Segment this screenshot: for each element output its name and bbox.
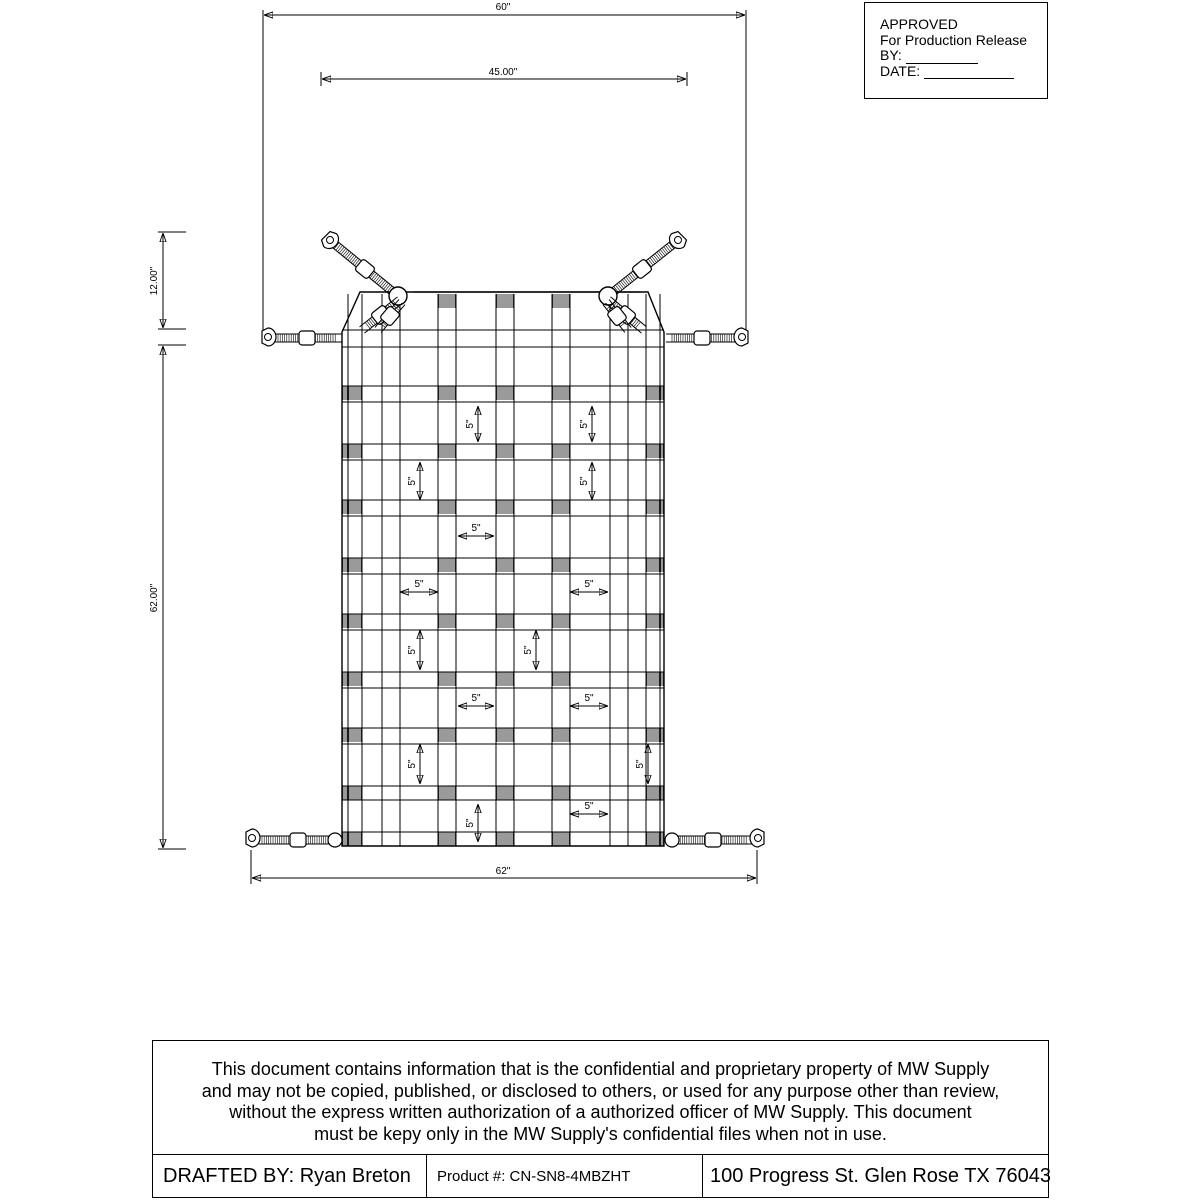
spacing-callout-label: 5" xyxy=(407,476,418,486)
ratchet-strap xyxy=(272,331,342,345)
stitch-block xyxy=(343,672,361,686)
stitch-block xyxy=(439,386,455,400)
buckle xyxy=(694,331,710,345)
approval-title: APPROVED xyxy=(880,16,958,32)
stitch-block xyxy=(647,728,663,742)
stitch-block xyxy=(343,444,361,458)
stitch-block xyxy=(497,672,513,686)
dim-label-bottom-width: 62" xyxy=(495,866,511,877)
stitch-block xyxy=(439,294,455,308)
stitch-block xyxy=(647,500,663,514)
buckle xyxy=(705,833,721,847)
dim-label-inner-top-width: 45.00" xyxy=(488,67,518,78)
stitch-block xyxy=(439,614,455,628)
dim-label-net-height: 62.00" xyxy=(149,583,160,613)
stitch-block xyxy=(553,832,569,846)
stitch-block xyxy=(439,558,455,572)
stitch-block xyxy=(343,786,361,800)
ratchet-strap xyxy=(256,833,340,847)
spacing-callout-label: 5" xyxy=(465,419,476,429)
buckle xyxy=(290,833,306,847)
drafted-by: DRAFTED BY: Ryan Breton xyxy=(153,1155,427,1198)
spacing-callout-label: 5" xyxy=(407,759,418,769)
stitch-block xyxy=(497,786,513,800)
spacing-callout-label: 5" xyxy=(523,645,534,655)
stitch-block xyxy=(439,672,455,686)
buckle xyxy=(299,331,315,345)
stitch-block xyxy=(497,728,513,742)
confidentiality-notice xyxy=(153,1041,1048,1155)
title-block xyxy=(152,1040,1049,1198)
dim-net-height xyxy=(158,345,186,849)
approval-by-row xyxy=(880,48,1047,64)
stitch-block xyxy=(497,500,513,514)
d-ring xyxy=(599,287,617,305)
stitch-block xyxy=(553,294,569,308)
notice-line: must be kepy only in the MW Supply's confidential files when not in use. xyxy=(314,1123,887,1144)
dim-label-overall-top-width: 60" xyxy=(495,2,511,13)
stitch-block xyxy=(647,558,663,572)
stitch-block xyxy=(553,786,569,800)
spacing-callout-horizontal xyxy=(570,693,608,706)
stitch-block xyxy=(553,444,569,458)
approval-subtitle: For Production Release xyxy=(880,31,1028,48)
spacing-callout-label: 5" xyxy=(584,579,594,590)
approval-date-row xyxy=(880,64,1047,80)
notice-line: and may not be copied, published, or disclosed to others, or used for any purpose other than review, xyxy=(201,1080,1000,1101)
spacing-callout-label: 5" xyxy=(471,523,481,534)
snap-hook xyxy=(262,328,276,346)
spacing-callout-label: 5" xyxy=(635,759,646,769)
spacing-callout-label: 5" xyxy=(584,801,594,812)
spacing-callout-horizontal xyxy=(570,579,608,592)
stitch-block xyxy=(439,444,455,458)
stitch-block xyxy=(343,500,361,514)
approval-date-label: DATE: xyxy=(880,62,921,79)
stitch-block xyxy=(553,728,569,742)
stitch-block xyxy=(553,614,569,628)
spacing-callout-vertical xyxy=(407,744,420,784)
stitch-block xyxy=(497,558,513,572)
stitch-block xyxy=(647,832,663,846)
stitch-block xyxy=(439,786,455,800)
spacing-callout-horizontal xyxy=(570,801,608,814)
spacing-callout-label: 5" xyxy=(407,645,418,655)
stitch-block xyxy=(343,832,361,846)
spacing-callout-vertical xyxy=(465,406,478,442)
stitch-block xyxy=(553,672,569,686)
corner-straps xyxy=(246,229,764,847)
ratchet-strap xyxy=(666,331,738,345)
spacing-callout-vertical xyxy=(523,630,536,670)
mesh-spacing-callouts xyxy=(400,406,648,842)
spacing-callout-vertical xyxy=(407,462,420,500)
dim-label-strap-height: 12.00" xyxy=(149,266,160,296)
stitch-block xyxy=(439,728,455,742)
stitch-block xyxy=(647,444,663,458)
stitch-block xyxy=(497,444,513,458)
stitch-block xyxy=(343,614,361,628)
approval-date-blank xyxy=(924,78,1014,79)
spacing-callout-vertical xyxy=(579,406,592,442)
ratchet-strap xyxy=(329,239,400,299)
ratchet-strap xyxy=(606,239,679,299)
approval-stamp xyxy=(864,2,1048,99)
notice-line: without the express written authorization of a authorized officer of MW Supply. This document xyxy=(229,1102,972,1122)
stitch-block xyxy=(553,386,569,400)
stitch-block xyxy=(343,558,361,572)
stitch-block xyxy=(553,558,569,572)
approval-by-label: BY: xyxy=(880,47,902,63)
stitch-block xyxy=(343,728,361,742)
stitch-block xyxy=(647,614,663,628)
spacing-callout-label: 5" xyxy=(579,419,590,429)
stitch-block xyxy=(343,386,361,400)
spacing-callout-label: 5" xyxy=(414,579,424,590)
stitch-block xyxy=(439,500,455,514)
spacing-callout-horizontal xyxy=(458,693,494,706)
stitch-block xyxy=(439,832,455,846)
snap-hook xyxy=(750,829,764,847)
spacing-callout-horizontal xyxy=(400,579,438,592)
spacing-callout-vertical xyxy=(407,630,420,670)
notice-line: This document contains information that is the confidential and proprietary property of MW Supply xyxy=(211,1059,990,1079)
stitch-block xyxy=(497,294,513,308)
spacing-callout-label: 5" xyxy=(584,693,594,704)
stitch-block xyxy=(647,786,663,800)
snap-hook xyxy=(246,829,260,847)
snap-hook xyxy=(319,229,342,252)
spacing-callout-vertical xyxy=(579,462,592,500)
stitch-block xyxy=(497,386,513,400)
snap-hook xyxy=(666,229,689,252)
spacing-callout-horizontal xyxy=(458,523,494,536)
ratchet-strap xyxy=(672,833,754,847)
net-body xyxy=(342,292,664,846)
spacing-callout-label: 5" xyxy=(465,818,476,828)
product-number: Product #: CN-SN8-4MBZHT xyxy=(427,1155,703,1198)
stitch-block xyxy=(553,500,569,514)
stitch-block xyxy=(647,386,663,400)
spacing-callout-vertical xyxy=(465,804,478,842)
stitch-block xyxy=(497,832,513,846)
stitch-block xyxy=(497,614,513,628)
dim-overall-top-width xyxy=(263,10,746,335)
d-ring xyxy=(665,833,679,847)
buckle xyxy=(631,259,652,280)
spacing-callout-label: 5" xyxy=(471,693,481,704)
stitch-block xyxy=(647,672,663,686)
spacing-callout-label: 5" xyxy=(579,476,590,486)
snap-hook xyxy=(734,328,748,346)
company-address: 100 Progress St. Glen Rose TX 76043 xyxy=(710,1165,1051,1187)
dim-strap-height xyxy=(158,232,186,329)
d-ring xyxy=(328,833,342,847)
